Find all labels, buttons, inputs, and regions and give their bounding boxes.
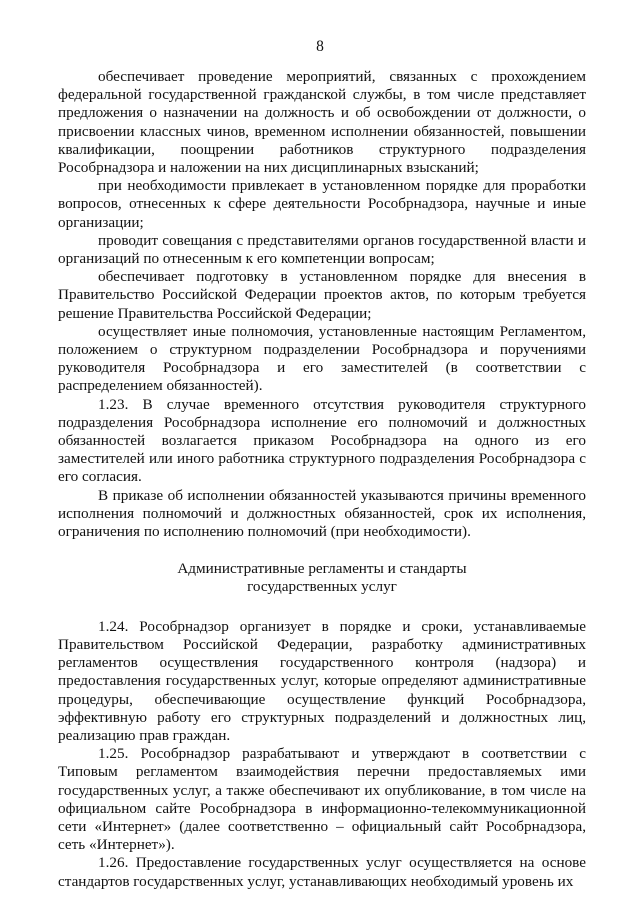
paragraph-scientific-organizations: при необходимости привлекает в установленном порядке для проработки вопросов, отнесенных к сфере деятельности Рособрнадзора, научные и иные организации; xyxy=(58,177,586,231)
paragraph-1-23: 1.23. В случае временного отсутствия руководителя структурного подразделения Рособрнадзора исполнение его полномочий и должностных обязанностей возлагается приказом Рособрнадзора на одного из его заместителей или иного работника структурного подразделения Рособрнадзора с его согласия. xyxy=(58,395,586,486)
paragraph-meetings: проводит совещания с представителями органов государственной власти и организаций по отнесенным к его компетенции вопросам; xyxy=(58,231,586,268)
document-body xyxy=(58,68,586,891)
paragraph-1-24: 1.24. Рособрнадзор организует в порядке и сроки, устанавливаемые Правительством Российской Федерации, разработку административных регламентов осуществления государственного контроля (надзора) и предоставления государственных услуг, которые определяют административные процедуры, обеспечивающие осуществление функций Рособрнадзора, эффективную работу его структурных подразделений и должностных лиц, реализацию прав граждан. xyxy=(58,617,586,744)
paragraph-draft-acts: обеспечивает подготовку в установленном порядке для внесения в Правительство Российской Федерации проектов актов, по которым требуется решение Правительства Российской Федерации; xyxy=(58,268,586,322)
paragraph-1-26: 1.26. Предоставление государственных услуг осуществляется на основе стандартов государственных услуг, устанавливающих необходимый уровень их xyxy=(58,854,586,890)
paragraph-order-duties: В приказе об исполнении обязанностей указываются причины временного исполнения полномочий и должностных обязанностей, срок их исполнения, ограничения по исполнению полномочий (при необходимости). xyxy=(58,486,586,541)
section-heading-line1: Административные регламенты и стандарты xyxy=(177,560,467,578)
paragraph-1-25: 1.25. Рособрнадзор разрабатывают и утверждают в соответствии с Типовым регламентом взаимодействия перечни предоставляемых ими государственных услуг, а также обеспечивают их опубликование, в том числе на официальном сайте Рособрнадзора в информационно-телекоммуникационной сети «Интернет» (далее соответственно – официальный сайт Рособрнадзора, сеть «Интернет»). xyxy=(58,745,586,854)
page-number: 8 xyxy=(316,38,324,55)
section-heading-line2: государственных услуг xyxy=(247,578,397,596)
section-heading xyxy=(58,560,586,596)
paragraph-other-powers: осуществляет иные полномочия, установленные настоящим Регламентом, положением о структурном подразделении Рособрнадзора и поручениями руководителя Рособрнадзора и его заместителей (в соответствии с распределением обязанностей). xyxy=(58,322,586,395)
paragraph-duties-service: обеспечивает проведение мероприятий, связанных с прохождением федеральной государственной гражданской службы, в том числе представляет предложения о назначении на должность и об освобождении от должности, о присвоении классных чинов, временном исполнении обязанностей, повышении квалификации, поощрении работников структурного подразделения Рособрнадзора и наложении на них дисциплинарных взысканий; xyxy=(58,68,586,177)
